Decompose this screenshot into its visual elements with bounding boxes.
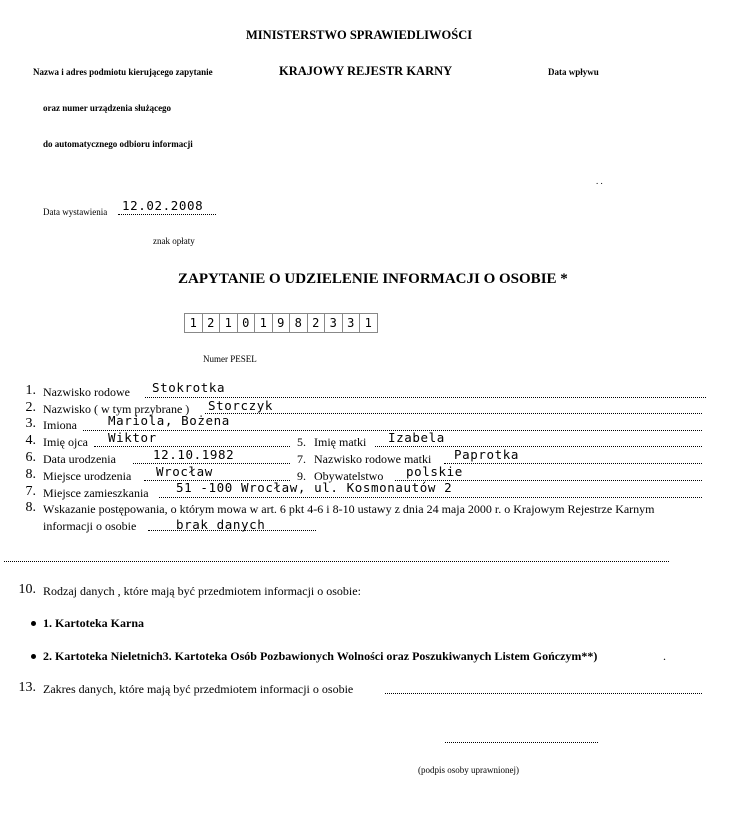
sender-label-line3: do automatycznego odbioru informacji bbox=[43, 139, 193, 149]
field-number: 8. bbox=[25, 467, 36, 482]
issue-date-value: 12.02.2008 bbox=[122, 198, 204, 213]
field-dots bbox=[205, 413, 702, 414]
receipt-date-label: Data wpływu bbox=[548, 67, 599, 77]
signature-line[interactable] bbox=[445, 742, 598, 743]
field-value-mother-name[interactable]: Izabela bbox=[388, 430, 445, 445]
field-value-residence[interactable]: 51 -100 Wrocław, ul. Kosmonautów 2 bbox=[176, 480, 453, 495]
fee-stamp-label: znak opłaty bbox=[153, 236, 195, 246]
issue-date-label: Data wystawienia bbox=[43, 207, 108, 217]
field-number-inline: 7. bbox=[297, 452, 306, 466]
issue-date-dots bbox=[118, 214, 216, 215]
bullet-icon bbox=[31, 621, 36, 626]
field-number: 1. bbox=[25, 383, 36, 398]
bullet-icon bbox=[31, 654, 36, 659]
field-value-father-name[interactable]: Wiktor bbox=[108, 430, 157, 445]
sender-label-line1: Nazwa i adres podmiotu kierującego zapytanie bbox=[33, 67, 213, 77]
section10-label: Rodzaj danych , które mają być przedmiotem informacji o osobie: bbox=[43, 584, 361, 598]
field-label-proceedings-line2: informacji o osobie bbox=[43, 519, 137, 533]
field-number: 8. bbox=[25, 500, 36, 515]
field-value-surname[interactable]: Storczyk bbox=[208, 398, 274, 413]
field-value-mother-birth-surname[interactable]: Paprotka bbox=[454, 447, 520, 462]
field-value-birth-date[interactable]: 12.10.1982 bbox=[153, 447, 235, 462]
field-label-mother-birth-surname: Nazwisko rodowe matki bbox=[314, 452, 432, 466]
field-label-birth-surname: Nazwisko rodowe bbox=[43, 385, 130, 399]
pesel-boxes[interactable] bbox=[184, 313, 378, 333]
field-dots bbox=[444, 463, 702, 464]
pesel-digit: 8 bbox=[290, 314, 308, 332]
pesel-digit: 1 bbox=[255, 314, 273, 332]
option-criminal-records[interactable]: 1. Kartoteka Karna bbox=[43, 616, 144, 630]
field-dots bbox=[159, 497, 702, 498]
sender-label-line2: oraz numer urządzenia służącego bbox=[43, 103, 172, 113]
pesel-digit: 9 bbox=[273, 314, 291, 332]
field-label-first-names: Imiona bbox=[43, 418, 77, 432]
field-value-birth-place[interactable]: Wrocław bbox=[156, 464, 213, 479]
field-value-birth-surname[interactable]: Stokrotka bbox=[152, 380, 226, 395]
section-number: 10. bbox=[18, 582, 36, 597]
field-value-citizenship[interactable]: polskie bbox=[406, 464, 463, 479]
field-number-inline: 5. bbox=[297, 435, 306, 449]
option-juvenile-records[interactable]: 2. Kartoteka Nieletnich3. Kartoteka Osób Pozbawionych Wolności oraz Poszukiwanych Listem Gończym**) bbox=[43, 649, 598, 663]
field-value-first-names[interactable]: Mariola, Bożena bbox=[108, 413, 230, 428]
pesel-digit: 2 bbox=[203, 314, 221, 332]
field-dots bbox=[385, 693, 702, 694]
field-label-residence: Miejsce zamieszkania bbox=[43, 486, 149, 500]
pesel-digit: 2 bbox=[308, 314, 326, 332]
field-number: 7. bbox=[25, 484, 36, 499]
ministry-name: MINISTERSTWO SPRAWIEDLIWOŚCI bbox=[246, 28, 473, 42]
field-label-surname: Nazwisko ( w tym przybrane ) bbox=[43, 402, 190, 416]
pesel-digit: 1 bbox=[185, 314, 203, 332]
section-number: 13. bbox=[18, 680, 36, 695]
pesel-digit: 3 bbox=[325, 314, 343, 332]
field-label-proceedings: Wskazanie postępowania, o którym mowa w art. 6 pkt 4-6 i 8-10 ustawy z dnia 24 maja 2000 r. o Krajowym Rejestrze Karnym bbox=[43, 502, 655, 516]
form-title: ZAPYTANIE O UDZIELENIE INFORMACJI O OSOBIE * bbox=[178, 271, 568, 287]
field-number: 2. bbox=[25, 400, 36, 415]
pesel-digit: 1 bbox=[220, 314, 238, 332]
pesel-label: Numer PESEL bbox=[203, 354, 257, 364]
field-number: 4. bbox=[25, 433, 36, 448]
field-value-proceedings[interactable]: brak danych bbox=[176, 517, 266, 532]
signature-caption: (podpis osoby uprawnionej) bbox=[418, 765, 519, 775]
field-label-birth-place: Miejsce urodzenia bbox=[43, 469, 132, 483]
pesel-digit: 0 bbox=[238, 314, 256, 332]
field-label-birth-date: Data urodzenia bbox=[43, 452, 116, 466]
registry-name: KRAJOWY REJESTR KARNY bbox=[279, 64, 453, 78]
field-label-mother-name: Imię matki bbox=[314, 435, 367, 449]
pesel-digit: 3 bbox=[343, 314, 361, 332]
field-number-inline: 9. bbox=[297, 469, 306, 483]
corner-mark: . . bbox=[596, 176, 603, 186]
separator-dots bbox=[4, 561, 669, 562]
field-dots bbox=[375, 446, 702, 447]
option-juvenile-tail: . bbox=[663, 649, 666, 663]
field-label-father-name: Imię ojca bbox=[43, 435, 88, 449]
pesel-digit: 1 bbox=[364, 316, 372, 330]
field-number: 3. bbox=[25, 416, 36, 431]
field-label-citizenship: Obywatelstwo bbox=[314, 469, 384, 483]
field-number: 6. bbox=[25, 450, 36, 465]
section13-label: Zakres danych, które mają być przedmiotem informacji o osobie bbox=[43, 682, 354, 696]
